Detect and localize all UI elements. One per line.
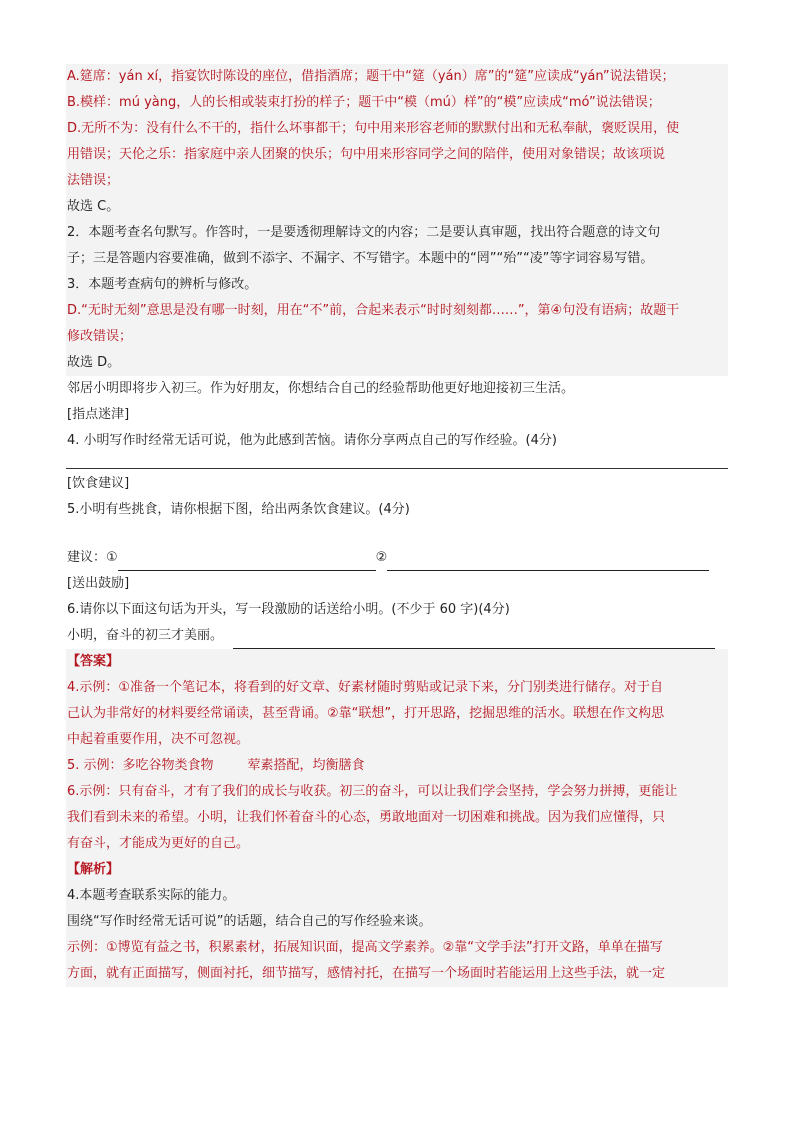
analysis-line: A.筵席：yán xí，指宴饮时陈设的座位，借指酒席；题干中“筵（yán）席”的“筵”应读成“yán”说法错误； — [67, 69, 675, 84]
analysis-line: 2．本题考查名句默写。作答时，一是要透彻理解诗文的内容；二是要认真审题，找出符合题意的诗文句 — [67, 225, 661, 240]
prompt-row — [66, 623, 728, 649]
prompt-sentence: 小明，奋斗的初三才美丽。 — [67, 628, 224, 643]
answer-tag: 【答案】 — [67, 654, 120, 669]
answer-5-part-a: 5. 示例：多吃谷物类食物 — [67, 758, 214, 773]
analysis-line: 法错误； — [67, 173, 120, 188]
answer-line: 我们看到未来的希望。小明，让我们怀着奋斗的心态，勇敢地面对一切困难和挑战。因为我们应懂得，只 — [67, 810, 666, 825]
analysis-line: D.无所不为：没有什么不干的，指什么坏事都干；句中用来形容老师的默默付出和无私奉献，褒贬误用，使 — [67, 121, 680, 136]
context-text: 邻居小明即将步入初三。作为好朋友，你想结合自己的经验帮助他更好地迎接初三生活。 — [67, 381, 575, 396]
answer-block — [66, 649, 728, 987]
suggestion-label: 建议： — [67, 550, 107, 565]
suggestion-row — [66, 545, 728, 571]
suggestion-mark-1: ① — [106, 550, 118, 565]
section-heading-encourage: [送出鼓励] — [67, 576, 130, 591]
suggestion-1-blank[interactable] — [118, 552, 376, 571]
analysis-line: 故选 D。 — [67, 355, 121, 370]
analysis-block-top — [66, 64, 728, 376]
answer-5-part-b: 荤素搭配，均衡膳食 — [247, 758, 365, 773]
document-page — [66, 64, 728, 987]
answer-line: 4.示例：①准备一个笔记本，将看到的好文章、好素材随时剪贴或记录下来，分门别类进行储存。对于自 — [67, 680, 664, 695]
question-5: 5.小明有些挑食，请你根据下图，给出两条饮食建议。(4分) — [67, 502, 410, 517]
analysis-line: D.“无时无刻”意思是没有哪一时刻，用在“不”前，合起来表示“时时刻刻都……”，第④句没有语病；故题干 — [67, 303, 680, 318]
analysis-line: 3．本题考查病句的辨析与修改。 — [67, 277, 258, 292]
explanation-line: 示例：①博览有益之书，积累素材，拓展知识面，提高文学素养。②靠“文学手法”打开文路，单单在描写 — [67, 940, 663, 955]
suggestion-2-blank[interactable] — [387, 552, 709, 571]
explanation-line: 4.本题考查联系实际的能力。 — [67, 888, 236, 903]
analysis-line: 故选 C。 — [67, 199, 120, 214]
question-4: 4. 小明写作时经常无话可说，他为此感到苦恼。请你分享两点自己的写作经验。(4分) — [67, 433, 557, 448]
analysis-line: 用错误；天伦之乐：指家庭中亲人团聚的快乐；句中用来形容同学之间的陪伴，使用对象错误；故该项说 — [67, 147, 666, 162]
answer-line-q4[interactable] — [66, 454, 728, 469]
answer-line: 己认为非常好的材料要经常诵读，甚至背诵。②靠“联想”，打开思路，挖掘思维的活水。联想在作文构思 — [67, 706, 665, 721]
answer-line-5 — [66, 753, 728, 779]
explanation-line: 方面，就有正面描写，侧面衬托，细节描写，感情衬托，在描写一个场面时若能运用上这些手法，就一定 — [67, 966, 666, 981]
answer-line: 6.示例：只有奋斗，才有了我们的成长与收获。初三的奋斗，可以让我们学会坚持，学会努力拼搏，更能让 — [67, 784, 678, 799]
question-6: 6.请你以下面这句话为开头，写一段激励的话送给小明。(不少于 60 字)(4分) — [67, 602, 510, 617]
explanation-tag: 【解析】 — [67, 862, 120, 877]
section-heading-advice: [指点迷津] — [67, 407, 130, 422]
answer-line: 有奋斗，才能成为更好的自己。 — [67, 836, 250, 851]
analysis-line: 子；三是答题内容要准确，做到不添字、不漏字、不写错字。本题中的“罔”“殆”“凌”等字词容易写错。 — [67, 251, 654, 266]
suggestion-mark-2: ② — [375, 550, 388, 565]
answer-line: 中起着重要作用，决不可忽视。 — [67, 732, 250, 747]
analysis-line: B.模样：mú yàng，人的长相或装束打扮的样子；题干中“模（mú）样”的“模”应读成“mó”说法错误； — [67, 95, 661, 110]
encourage-blank[interactable] — [233, 630, 715, 649]
section-heading-diet: [饮食建议] — [67, 476, 130, 491]
analysis-line: 修改错误； — [67, 329, 133, 344]
explanation-line: 围绕“写作时经常无话可说”的话题，结合自己的写作经验来谈。 — [67, 914, 432, 929]
